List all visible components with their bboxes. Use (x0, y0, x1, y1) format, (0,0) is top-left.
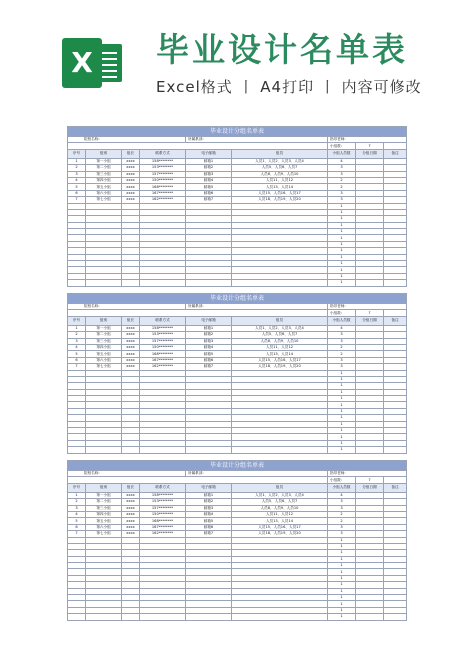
table-cell[interactable] (186, 614, 232, 620)
column-header: 组员 (232, 316, 328, 325)
table-cell[interactable]: 158******** (140, 158, 186, 164)
column-header: 联系方式 (140, 149, 186, 158)
excel-logo-icon (62, 38, 126, 88)
sheet-3 (67, 460, 406, 621)
roster-table (67, 293, 407, 454)
table-cell[interactable]: 第五小组 (86, 184, 122, 190)
table-cell[interactable]: 1 (328, 447, 356, 453)
table-cell[interactable]: 1 (328, 203, 356, 209)
table-cell[interactable]: 7 (68, 531, 86, 537)
table-cell[interactable]: 人员5、人员6、人员7 (232, 499, 328, 505)
group-count-label: 小组数: (328, 310, 356, 316)
column-header: 分组日期 (356, 316, 384, 325)
table-cell[interactable]: 6 (68, 524, 86, 530)
table-cell[interactable]: 1 (328, 556, 356, 562)
table-cell[interactable] (140, 614, 186, 620)
school-name-label: 院校名称: (68, 137, 186, 143)
table-cell[interactable]: 1 (328, 280, 356, 286)
column-header: 备注 (384, 483, 407, 492)
table-cell[interactable]: 第七小组 (86, 364, 122, 370)
table-cell[interactable]: 人员13、人员14 (232, 184, 328, 190)
table-cell[interactable]: 邮箱2 (186, 165, 232, 171)
table-cell[interactable]: 1 (328, 550, 356, 556)
department-label: 所属系部: (186, 471, 328, 477)
table-cell[interactable]: 1 (328, 582, 356, 588)
column-header: 组长 (122, 149, 140, 158)
table-cell[interactable]: 3 (328, 165, 356, 171)
table-cell[interactable]: xxxx (122, 165, 140, 171)
table-cell[interactable] (86, 614, 122, 620)
school-name-label: 院校名称: (68, 304, 186, 310)
table-cell[interactable]: 3 (328, 505, 356, 511)
table-cell[interactable] (186, 447, 232, 453)
table-cell[interactable]: 7 (68, 364, 86, 370)
column-header: 备注 (384, 316, 407, 325)
table-cell[interactable]: 158******** (140, 325, 186, 331)
table-cell[interactable]: 人员11、人员12 (232, 511, 328, 517)
table-cell[interactable]: 157******** (140, 338, 186, 344)
table-cell[interactable]: xxxx (122, 531, 140, 537)
table-cell[interactable]: 3 (328, 524, 356, 530)
table-cell[interactable]: 1 (328, 222, 356, 228)
table-cell[interactable]: xxxx (122, 332, 140, 338)
table-cell[interactable]: 邮箱4 (186, 511, 232, 517)
table-cell[interactable]: 162******** (140, 364, 186, 370)
table-cell[interactable]: 3 (68, 338, 86, 344)
column-header: 序号 (68, 316, 86, 325)
table-cell[interactable]: 1 (328, 229, 356, 235)
table-cell[interactable]: 2 (328, 518, 356, 524)
group-count-label: 小组数: (328, 143, 356, 149)
table-cell[interactable]: 2 (328, 351, 356, 357)
table-cell[interactable]: xxxx (122, 511, 140, 517)
school-name-label: 院校名称: (68, 471, 186, 477)
table-cell[interactable]: xxxx (122, 351, 140, 357)
table-cell[interactable]: 邮箱1 (186, 158, 232, 164)
table-cell[interactable]: 1 (328, 575, 356, 581)
table-cell[interactable]: 人员1、人员2、人员3、人员4 (232, 492, 328, 498)
table-cell[interactable]: 6 (68, 190, 86, 196)
table-cell[interactable]: 1 (328, 396, 356, 402)
table-cell[interactable]: 2 (68, 332, 86, 338)
table-cell[interactable]: 2 (328, 511, 356, 517)
table-cell[interactable]: 6 (68, 357, 86, 363)
table-cell[interactable]: 150******** (140, 177, 186, 183)
table-cell[interactable]: 167******** (140, 190, 186, 196)
table-cell[interactable]: 人员13、人员14 (232, 351, 328, 357)
table-cell[interactable]: 第四小组 (86, 511, 122, 517)
sheet-title: 毕业设计分组名单表 (68, 461, 407, 471)
table-cell[interactable]: 1 (68, 325, 86, 331)
table-cell[interactable] (122, 280, 140, 286)
table-cell[interactable]: 邮箱7 (186, 531, 232, 537)
table-cell[interactable]: 4 (328, 325, 356, 331)
table-cell[interactable]: 4 (68, 511, 86, 517)
column-header: 电子邮箱 (186, 483, 232, 492)
column-header: 小组人员数 (328, 316, 356, 325)
column-header: 组别 (86, 149, 122, 158)
table-cell[interactable]: 人员5、人员6、人员7 (232, 165, 328, 171)
table-cell[interactable] (122, 614, 140, 620)
table-cell[interactable]: 人员11、人员12 (232, 177, 328, 183)
table-cell[interactable]: 邮箱3 (186, 171, 232, 177)
column-header: 小组人员数 (328, 483, 356, 492)
table-cell[interactable] (356, 614, 384, 620)
table-cell[interactable]: 1 (328, 408, 356, 414)
roster-table (67, 460, 407, 621)
table-cell[interactable]: 1 (328, 254, 356, 260)
teacher-label: 指导老师: (328, 471, 407, 477)
table-cell[interactable] (232, 614, 328, 620)
table-cell[interactable]: 邮箱7 (186, 364, 232, 370)
table-cell[interactable]: 人员18、人员19、人员20 (232, 531, 328, 537)
department-label: 所属系部: (186, 137, 328, 143)
table-cell[interactable]: 第一小组 (86, 158, 122, 164)
table-cell[interactable]: xxxx (122, 344, 140, 350)
table-cell[interactable]: 邮箱2 (186, 332, 232, 338)
table-cell[interactable]: 1 (328, 267, 356, 273)
sheet-title: 毕业设计分组名单表 (68, 127, 407, 137)
table-cell[interactable]: 人员1、人员2、人员3、人员4 (232, 158, 328, 164)
table-cell[interactable]: 1 (328, 434, 356, 440)
table-cell[interactable]: 5 (68, 351, 86, 357)
sheet-2 (67, 293, 406, 454)
table-cell[interactable]: 167******** (140, 357, 186, 363)
table-cell[interactable]: 邮箱5 (186, 351, 232, 357)
table-cell[interactable]: 150******** (140, 511, 186, 517)
column-header: 组员 (232, 483, 328, 492)
table-cell[interactable]: 3 (328, 357, 356, 363)
table-cell[interactable]: 第五小组 (86, 518, 122, 524)
table-cell[interactable]: 邮箱5 (186, 184, 232, 190)
table-cell[interactable]: 第三小组 (86, 171, 122, 177)
table-row (68, 280, 407, 286)
teacher-label: 指导老师: (328, 304, 407, 310)
table-cell[interactable]: 第六小组 (86, 190, 122, 196)
table-cell[interactable]: 1 (328, 370, 356, 376)
table-cell[interactable]: 1 (328, 607, 356, 613)
table-cell[interactable]: 邮箱4 (186, 344, 232, 350)
table-cell[interactable]: 167******** (140, 524, 186, 530)
table-cell[interactable]: 1 (328, 421, 356, 427)
table-cell[interactable]: 1 (328, 235, 356, 241)
table-cell[interactable]: 158******** (140, 492, 186, 498)
table-cell[interactable]: 153******** (140, 499, 186, 505)
table-cell[interactable]: 1 (328, 614, 356, 620)
table-cell[interactable]: 邮箱2 (186, 499, 232, 505)
table-cell[interactable]: 1 (68, 158, 86, 164)
column-header: 组别 (86, 316, 122, 325)
table-cell[interactable]: 1 (328, 588, 356, 594)
teacher-label: 指导老师: (328, 137, 407, 143)
table-cell[interactable]: 第一小组 (86, 492, 122, 498)
column-header: 组别 (86, 483, 122, 492)
table-cell[interactable]: 1 (328, 543, 356, 549)
group-count-value: 7 (356, 477, 384, 483)
table-cell[interactable]: 邮箱5 (186, 518, 232, 524)
table-cell[interactable]: 1 (328, 601, 356, 607)
table-cell[interactable] (140, 447, 186, 453)
table-cell[interactable]: 人员15、人员16、人员17 (232, 524, 328, 530)
table-cell[interactable]: 1 (328, 241, 356, 247)
table-cell[interactable]: 3 (68, 171, 86, 177)
table-cell[interactable]: 1 (328, 595, 356, 601)
column-header: 分组日期 (356, 483, 384, 492)
table-cell[interactable]: 162******** (140, 531, 186, 537)
table-cell[interactable]: 3 (328, 338, 356, 344)
table-cell[interactable]: 1 (328, 440, 356, 446)
group-count-value: 7 (356, 143, 384, 149)
table-cell[interactable]: xxxx (122, 190, 140, 196)
sheet-1 (67, 126, 406, 287)
table-cell[interactable]: 3 (328, 197, 356, 203)
hero-banner (0, 0, 474, 112)
table-cell[interactable]: 2 (68, 499, 86, 505)
table-cell[interactable]: 邮箱4 (186, 177, 232, 183)
column-header: 组长 (122, 483, 140, 492)
column-header: 分组日期 (356, 149, 384, 158)
table-cell[interactable]: 第三小组 (86, 505, 122, 511)
sheet-title: 毕业设计分组名单表 (68, 294, 407, 304)
table-cell[interactable]: 150******** (140, 344, 186, 350)
table-cell[interactable]: xxxx (122, 177, 140, 183)
table-cell[interactable] (232, 447, 328, 453)
table-cell[interactable]: 1 (328, 537, 356, 543)
table-cell[interactable]: 人员8、人员9、人员10 (232, 171, 328, 177)
table-cell[interactable]: 168******** (140, 518, 186, 524)
table-cell[interactable]: 3 (328, 171, 356, 177)
table-cell[interactable]: 2 (68, 165, 86, 171)
table-cell[interactable]: 3 (68, 505, 86, 511)
table-cell[interactable]: 168******** (140, 351, 186, 357)
table-cell[interactable]: 1 (328, 415, 356, 421)
table-cell[interactable] (68, 280, 86, 286)
table-cell[interactable]: 邮箱6 (186, 357, 232, 363)
table-cell[interactable]: 第四小组 (86, 344, 122, 350)
table-cell[interactable] (384, 447, 407, 453)
table-cell[interactable]: 第二小组 (86, 499, 122, 505)
table-cell[interactable]: 邮箱1 (186, 325, 232, 331)
table-cell[interactable] (356, 447, 384, 453)
table-cell[interactable]: 1 (328, 216, 356, 222)
table-cell[interactable]: 第二小组 (86, 332, 122, 338)
column-header: 小组人员数 (328, 149, 356, 158)
table-cell[interactable]: 人员15、人员16、人员17 (232, 190, 328, 196)
table-cell[interactable]: 153******** (140, 332, 186, 338)
table-cell[interactable]: 1 (68, 492, 86, 498)
column-header: 联系方式 (140, 316, 186, 325)
table-cell[interactable]: 162******** (140, 197, 186, 203)
table-cell[interactable]: xxxx (122, 499, 140, 505)
table-cell[interactable]: 邮箱6 (186, 524, 232, 530)
table-cell[interactable]: 1 (328, 428, 356, 434)
table-cell[interactable]: 2 (328, 184, 356, 190)
table-cell[interactable]: 人员15、人员16、人员17 (232, 357, 328, 363)
table-cell[interactable] (140, 280, 186, 286)
table-cell[interactable]: xxxx (122, 171, 140, 177)
table-cell[interactable]: 3 (328, 332, 356, 338)
table-cell[interactable]: 人员18、人员19、人员20 (232, 364, 328, 370)
table-cell[interactable]: xxxx (122, 158, 140, 164)
table-cell[interactable]: 157******** (140, 171, 186, 177)
table-cell[interactable] (356, 280, 384, 286)
table-cell[interactable]: 3 (328, 364, 356, 370)
table-cell[interactable]: 第一小组 (86, 325, 122, 331)
table-cell[interactable]: 人员11、人员12 (232, 344, 328, 350)
table-cell[interactable]: 2 (328, 344, 356, 350)
page-title: 毕业设计名单表 (156, 30, 408, 69)
table-cell[interactable]: xxxx (122, 184, 140, 190)
table-cell[interactable]: 7 (68, 197, 86, 203)
table-cell[interactable]: 第七小组 (86, 197, 122, 203)
column-header: 序号 (68, 483, 86, 492)
table-cell[interactable]: xxxx (122, 338, 140, 344)
table-cell[interactable]: xxxx (122, 197, 140, 203)
table-cell[interactable]: 4 (328, 492, 356, 498)
table-cell[interactable]: 1 (328, 248, 356, 254)
table-cell[interactable]: 邮箱6 (186, 190, 232, 196)
table-cell[interactable]: 邮箱3 (186, 338, 232, 344)
table-cell[interactable]: 人员1、人员2、人员3、人员4 (232, 325, 328, 331)
table-cell[interactable]: 1 (328, 261, 356, 267)
table-cell[interactable] (122, 447, 140, 453)
table-cell[interactable]: 第五小组 (86, 351, 122, 357)
table-cell[interactable]: xxxx (122, 364, 140, 370)
table-cell[interactable]: xxxx (122, 325, 140, 331)
table-cell[interactable]: 1 (328, 376, 356, 382)
table-cell[interactable]: xxxx (122, 492, 140, 498)
table-cell[interactable]: 邮箱3 (186, 505, 232, 511)
table-cell[interactable]: 1 (328, 383, 356, 389)
table-cell[interactable] (232, 280, 328, 286)
table-cell[interactable]: xxxx (122, 524, 140, 530)
table-cell[interactable] (384, 280, 407, 286)
table-cell[interactable]: xxxx (122, 518, 140, 524)
table-row (68, 447, 407, 453)
table-cell[interactable]: 168******** (140, 184, 186, 190)
column-header: 序号 (68, 149, 86, 158)
table-cell[interactable]: 人员5、人员6、人员7 (232, 332, 328, 338)
table-cell[interactable]: 3 (328, 499, 356, 505)
table-cell[interactable]: 人员18、人员19、人员20 (232, 197, 328, 203)
table-cell[interactable] (384, 614, 407, 620)
table-cell[interactable] (86, 447, 122, 453)
table-cell[interactable] (86, 280, 122, 286)
table-cell[interactable]: 1 (328, 389, 356, 395)
column-header: 备注 (384, 149, 407, 158)
table-cell[interactable]: 第三小组 (86, 338, 122, 344)
table-cell[interactable] (68, 447, 86, 453)
table-cell[interactable]: 邮箱1 (186, 492, 232, 498)
roster-table (67, 126, 407, 287)
table-cell[interactable]: 1 (328, 563, 356, 569)
table-cell[interactable]: 第七小组 (86, 531, 122, 537)
table-cell[interactable]: 人员13、人员14 (232, 518, 328, 524)
column-header: 电子邮箱 (186, 149, 232, 158)
group-count-value: 7 (356, 310, 384, 316)
table-cell[interactable]: 第六小组 (86, 357, 122, 363)
table-cell[interactable]: 4 (328, 158, 356, 164)
table-cell[interactable]: 4 (68, 177, 86, 183)
column-header: 组员 (232, 149, 328, 158)
table-cell[interactable]: 1 (328, 402, 356, 408)
table-cell[interactable]: 1 (328, 273, 356, 279)
table-cell[interactable]: xxxx (122, 505, 140, 511)
table-cell[interactable] (186, 280, 232, 286)
department-label: 所属系部: (186, 304, 328, 310)
table-cell[interactable]: 第六小组 (86, 524, 122, 530)
table-cell[interactable]: 1 (328, 569, 356, 575)
table-cell[interactable]: 第四小组 (86, 177, 122, 183)
table-cell[interactable] (68, 614, 86, 620)
table-cell[interactable]: 157******** (140, 505, 186, 511)
column-header: 组长 (122, 316, 140, 325)
page-subtitle: Excel格式 丨 A4打印 丨 内容可修改 (156, 78, 422, 96)
table-cell[interactable]: 5 (68, 184, 86, 190)
table-cell[interactable]: 3 (328, 531, 356, 537)
table-cell[interactable]: 人员8、人员9、人员10 (232, 505, 328, 511)
table-cell[interactable]: xxxx (122, 357, 140, 363)
table-cell[interactable]: 2 (328, 177, 356, 183)
table-cell[interactable]: 4 (68, 344, 86, 350)
logo-letter: X (62, 38, 102, 88)
table-cell[interactable]: 人员8、人员9、人员10 (232, 338, 328, 344)
table-cell[interactable]: 邮箱7 (186, 197, 232, 203)
table-cell[interactable]: 3 (328, 190, 356, 196)
group-count-label: 小组数: (328, 477, 356, 483)
table-cell[interactable]: 第二小组 (86, 165, 122, 171)
column-header: 电子邮箱 (186, 316, 232, 325)
table-cell[interactable]: 5 (68, 518, 86, 524)
table-cell[interactable]: 153******** (140, 165, 186, 171)
table-cell[interactable]: 1 (328, 209, 356, 215)
table-row (68, 614, 407, 620)
column-header: 联系方式 (140, 483, 186, 492)
